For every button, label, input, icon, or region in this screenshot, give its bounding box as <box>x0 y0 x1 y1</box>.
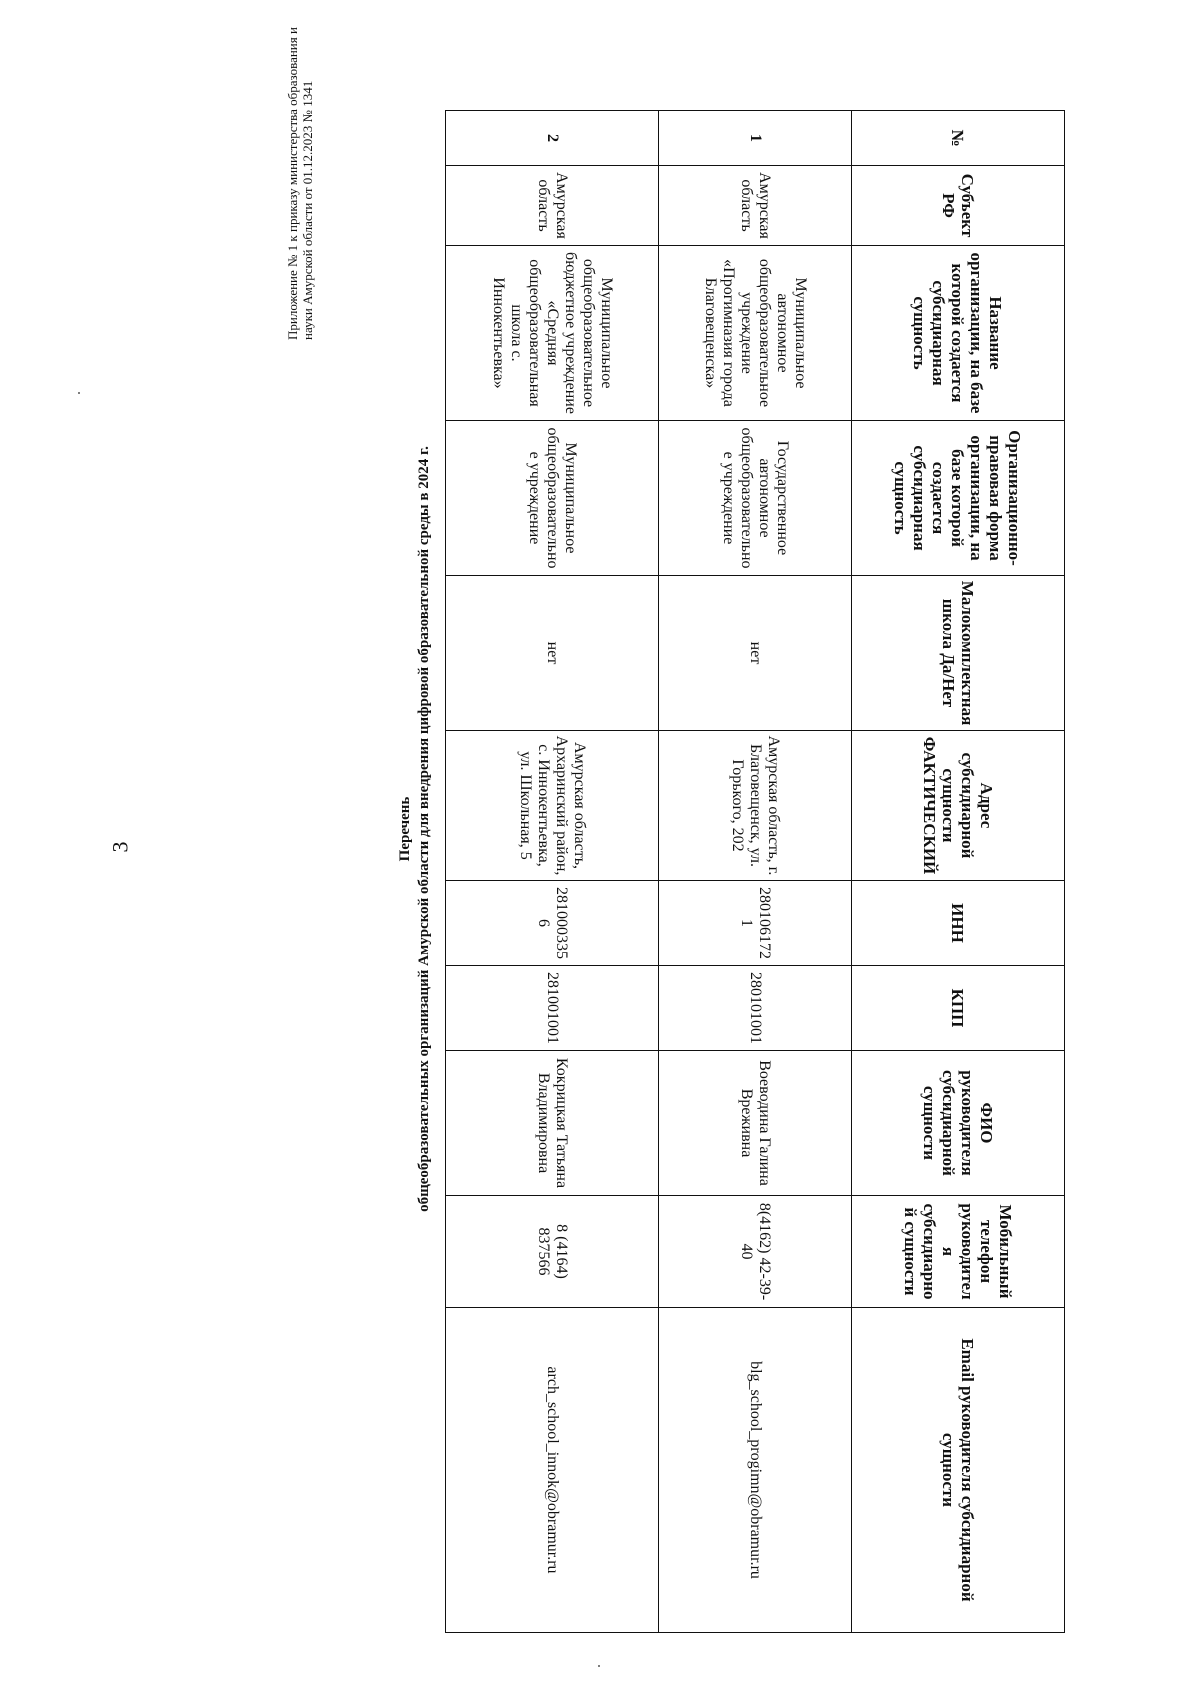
cell-kpp: 280101001 <box>659 966 851 1051</box>
header-note-text: Приложение № 1 к приказу министерства образования и науки Амурской области от 01.12.2023 № 1341 <box>285 27 315 340</box>
cell-kpp: 281001001 <box>446 966 659 1051</box>
cell-small-school: нет <box>659 576 851 731</box>
table-row <box>446 111 659 1633</box>
title-line-1: Перечень <box>397 796 413 862</box>
header-subject: Субъект РФ <box>851 166 1064 246</box>
cell-num: 2 <box>446 111 659 166</box>
header-head-name: ФИО руководителя субсидиарной сущности <box>851 1051 1064 1196</box>
cell-inn: 2810003356 <box>446 881 659 966</box>
cell-inn: 2801061721 <box>659 881 851 966</box>
organizations-table <box>445 110 1065 1633</box>
page-number: 3 <box>107 841 133 853</box>
cell-head-name: Воеводина Галина Вреживна <box>659 1051 851 1196</box>
header-phone: Мобильный телефон руководителя субсидиарной сущности <box>851 1196 1064 1308</box>
cell-email: blg_school_progimn@obramur.ru <box>659 1308 851 1633</box>
scan-speck <box>78 392 80 394</box>
cell-small-school: нет <box>446 576 659 731</box>
cell-address: Амурская область, г. Благовещенск, ул. Горького, 202 <box>659 731 851 881</box>
cell-num: 1 <box>659 111 851 166</box>
header-small-school: Малокомплектная школа Да/Нет <box>851 576 1064 731</box>
header-kpp: КПП <box>851 966 1064 1051</box>
table-row <box>659 111 851 1633</box>
header-num: № <box>851 111 1064 166</box>
header-address: Адрес субсидиарной сущности ФАКТИЧЕСКИЙ <box>851 731 1064 881</box>
cell-subject: Амурская область <box>446 166 659 246</box>
header-email: Email руководителя субсидиарной сущности <box>851 1308 1064 1633</box>
cell-phone: 8 (4164) 837566 <box>446 1196 659 1308</box>
header-legal-form: Организационно-правовая форма организации, на базе которой создается субсидиарная сущность <box>851 421 1064 576</box>
cell-org-name: Муниципальное общеобразовательное бюджетное учреждение «Средняя общеобразовательная школа с. Иннокентьевка» <box>446 246 659 421</box>
table-header-row <box>851 111 1064 1633</box>
scan-speck <box>598 1665 600 1667</box>
title-line-2: общеобразовательных организаций Амурской области для внедрения цифровой образовательной среды в 2024 г. <box>416 446 432 1212</box>
cell-subject: Амурская область <box>659 166 851 246</box>
cell-org-name: Муниципальное автономное общеобразовательное учреждение «Прогимназия города Благовещенска» <box>659 246 851 421</box>
header-inn: ИНН <box>851 881 1064 966</box>
cell-legal-form: Муниципальное общеобразовательное учреждение <box>446 421 659 576</box>
cell-email: arch_school_innok@obramur.ru <box>446 1308 659 1633</box>
cell-head-name: Кокрицкая Татьяна Владимировна <box>446 1051 659 1196</box>
cell-legal-form: Государственное автономное общеобразовательное учреждение <box>659 421 851 576</box>
header-org-name: Название организации, на базе которой создается субсидиарная сущность <box>851 246 1064 421</box>
cell-phone: 8(4162) 42-39-40 <box>659 1196 851 1308</box>
cell-address: Амурская область, Архаринский район, с. Иннокентьевка, ул. Школьная, 5 <box>446 731 659 881</box>
